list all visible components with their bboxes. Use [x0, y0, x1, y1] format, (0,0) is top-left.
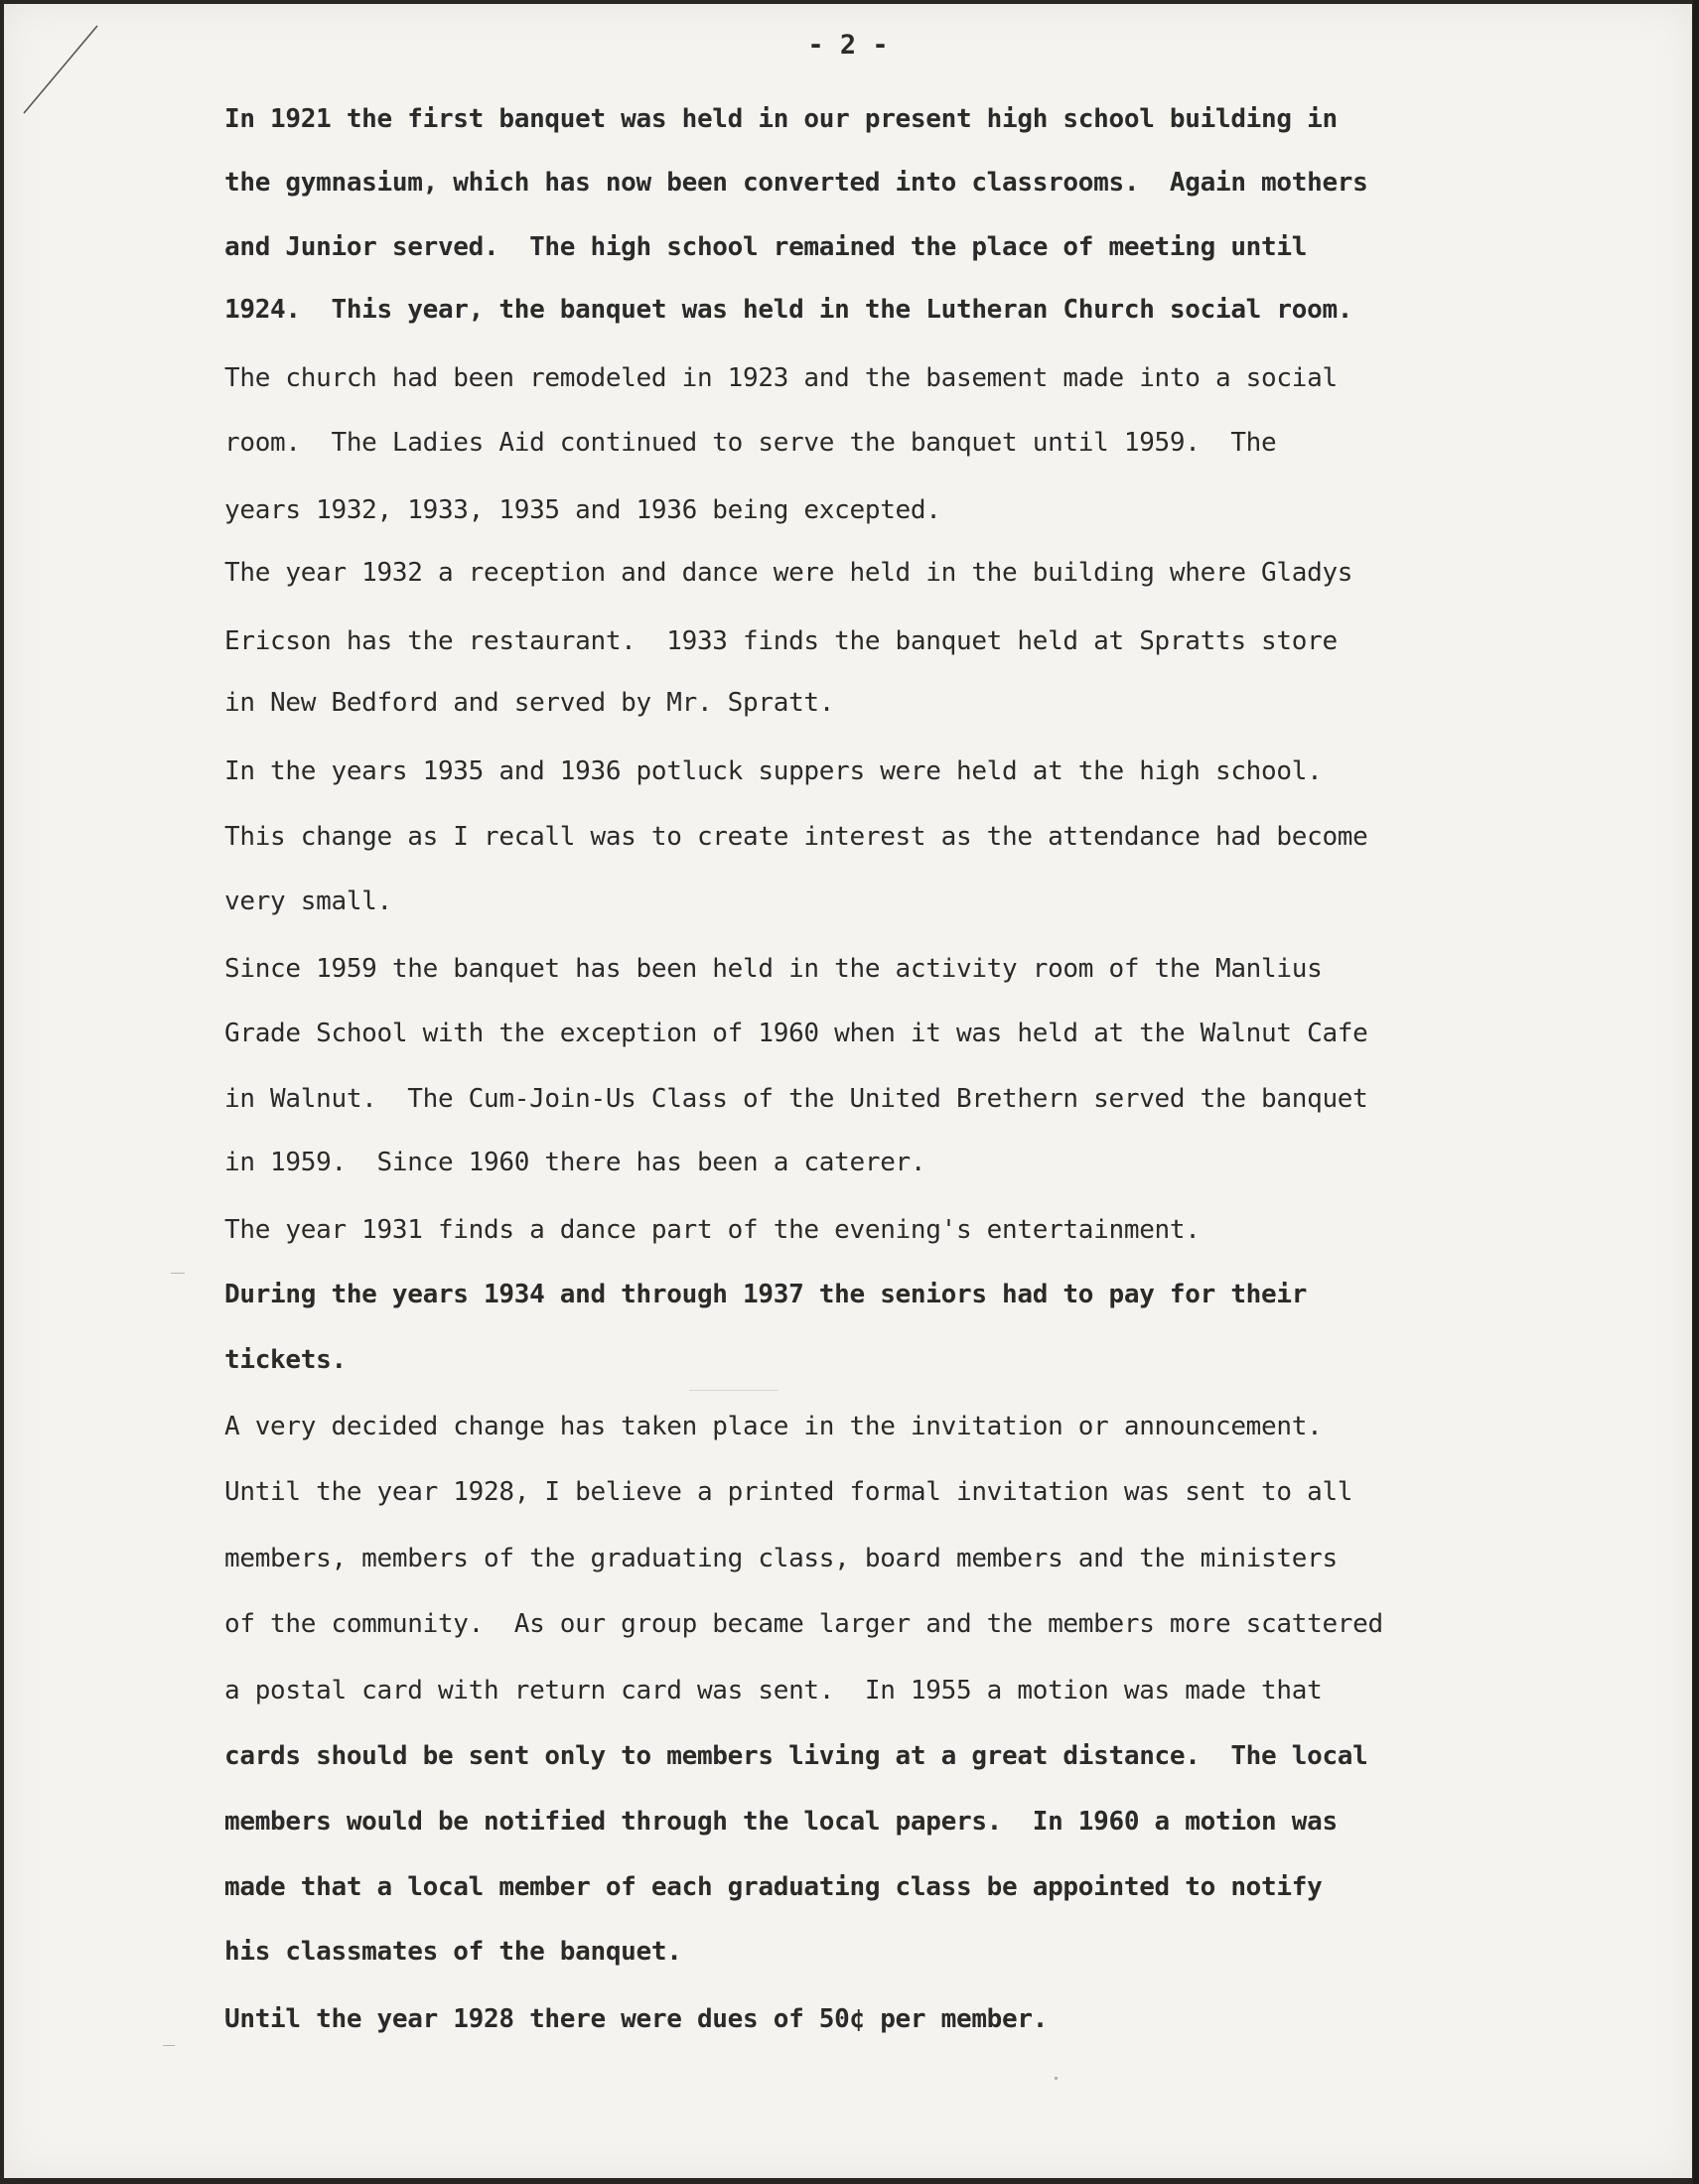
text-line: Until the year 1928, I believe a printed formal invitation was sent to all: [224, 1477, 1353, 1507]
text-line: in 1959. Since 1960 there has been a caterer.: [224, 1148, 926, 1177]
text-line: in New Bedford and served by Mr. Spratt.: [224, 688, 835, 718]
text-line: members, members of the graduating class, board members and the ministers: [224, 1544, 1338, 1573]
text-line: This change as I recall was to create interest as the attendance had become: [224, 822, 1368, 852]
text-line: Grade School with the exception of 1960 when it was held at the Walnut Cafe: [224, 1019, 1368, 1048]
text-line: tickets.: [224, 1345, 347, 1375]
paper-speck: [689, 1390, 779, 1391]
text-line: Since 1959 the banquet has been held in the activity room of the Manlius: [224, 954, 1323, 984]
paper-speck: [171, 1273, 185, 1274]
text-line: 1924. This year, the banquet was held in the Lutheran Church social room.: [224, 295, 1353, 325]
document-page: [4, 4, 1692, 2178]
text-line: members would be notified through the local papers. In 1960 a motion was: [224, 1807, 1338, 1837]
text-line: years 1932, 1933, 1935 and 1936 being excepted.: [224, 495, 941, 525]
page-number: - 2 -: [807, 30, 889, 61]
text-line: cards should be sent only to members living at a great distance. The local: [224, 1741, 1368, 1771]
text-line: During the years 1934 and through 1937 the seniors had to pay for their: [224, 1280, 1308, 1309]
paper-speck: [1055, 2077, 1058, 2080]
text-line: his classmates of the banquet.: [224, 1937, 682, 1967]
text-line: In 1921 the first banquet was held in our present high school building in: [224, 104, 1338, 134]
text-line: made that a local member of each graduating class be appointed to notify: [224, 1872, 1323, 1902]
text-line: Until the year 1928 there were dues of 50¢ per member.: [224, 2004, 1049, 2034]
text-line: and Junior served. The high school remained the place of meeting until: [224, 232, 1308, 262]
text-line: The year 1931 finds a dance part of the evening's entertainment.: [224, 1215, 1201, 1245]
text-line: The year 1932 a reception and dance were held in the building where Gladys: [224, 558, 1353, 588]
text-line: Ericson has the restaurant. 1933 finds the banquet held at Spratts store: [224, 626, 1338, 656]
text-line: very small.: [224, 887, 392, 916]
paper-speck: [163, 2045, 175, 2046]
text-line: of the community. As our group became larger and the members more scattered: [224, 1609, 1383, 1639]
body-text: [4, 4, 1692, 2178]
text-line: in Walnut. The Cum-Join-Us Class of the United Brethern served the banquet: [224, 1084, 1368, 1114]
text-line: The church had been remodeled in 1923 and the basement made into a social: [224, 363, 1338, 393]
text-line: A very decided change has taken place in the invitation or announcement.: [224, 1412, 1323, 1441]
text-line: the gymnasium, which has now been converted into classrooms. Again mothers: [224, 168, 1368, 198]
text-line: room. The Ladies Aid continued to serve the banquet until 1959. The: [224, 428, 1277, 458]
text-line: In the years 1935 and 1936 potluck suppers were held at the high school.: [224, 756, 1323, 786]
scan-edge: [1693, 0, 1699, 2184]
text-line: a postal card with return card was sent. In 1955 a motion was made that: [224, 1676, 1323, 1706]
